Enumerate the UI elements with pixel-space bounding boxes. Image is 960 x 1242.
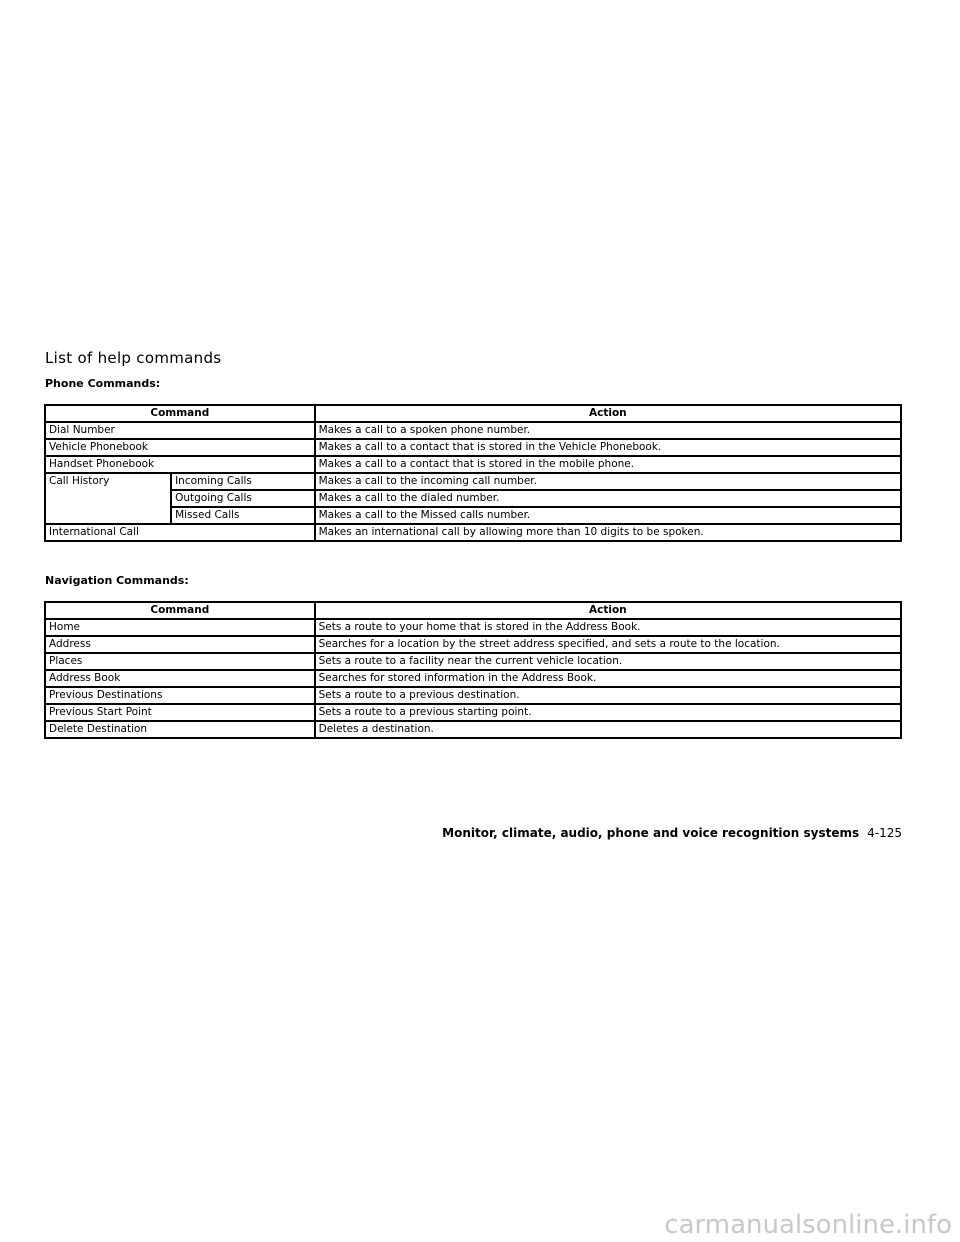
table-row	[45, 670, 901, 687]
action-header: Action	[315, 405, 901, 422]
table-row	[45, 619, 901, 636]
command-cell: Previous Start Point	[45, 704, 315, 721]
table-header-row	[45, 602, 901, 619]
action-cell: Makes a call to the incoming call number.	[315, 473, 901, 490]
action-cell: Makes a call to the dialed number.	[315, 490, 901, 507]
action-cell: Sets a route to a previous starting point.	[315, 704, 901, 721]
command-cell: International Call	[45, 524, 315, 541]
table-row	[45, 721, 901, 738]
command-cell: Delete Destination	[45, 721, 315, 738]
sub-command-cell: Missed Calls	[171, 507, 315, 524]
command-cell: Previous Destinations	[45, 687, 315, 704]
table-row	[45, 490, 901, 507]
command-header: Command	[45, 405, 315, 422]
table-row	[45, 507, 901, 524]
action-cell: Makes a call to the Missed calls number.	[315, 507, 901, 524]
page-footer	[442, 826, 902, 840]
table-row	[45, 473, 901, 490]
table-header-row	[45, 405, 901, 422]
sub-command-cell: Incoming Calls	[171, 473, 315, 490]
table-row	[45, 439, 901, 456]
command-cell: Call History	[45, 473, 171, 524]
action-cell: Sets a route to a facility near the current vehicle location.	[315, 653, 901, 670]
phone-commands-heading: Phone Commands:	[45, 377, 161, 390]
action-cell: Sets a route to a previous destination.	[315, 687, 901, 704]
command-header: Command	[45, 602, 315, 619]
command-cell: Vehicle Phonebook	[45, 439, 315, 456]
command-cell: Places	[45, 653, 315, 670]
sub-command-cell: Outgoing Calls	[171, 490, 315, 507]
command-cell: Address	[45, 636, 315, 653]
command-cell: Dial Number	[45, 422, 315, 439]
command-cell: Home	[45, 619, 315, 636]
footer-title: Monitor, climate, audio, phone and voice recognition systems	[442, 826, 860, 840]
action-cell: Sets a route to your home that is stored in the Address Book.	[315, 619, 901, 636]
action-header: Action	[315, 602, 901, 619]
table-row	[45, 704, 901, 721]
command-cell: Handset Phonebook	[45, 456, 315, 473]
command-cell: Address Book	[45, 670, 315, 687]
phone-commands-table	[44, 404, 902, 542]
navigation-commands-table	[44, 601, 902, 739]
table-row	[45, 524, 901, 541]
action-cell: Searches for a location by the street address specified, and sets a route to the location.	[315, 636, 901, 653]
table-row	[45, 687, 901, 704]
section-title: List of help commands	[45, 349, 222, 367]
navigation-commands-heading: Navigation Commands:	[45, 574, 189, 587]
table-row	[45, 456, 901, 473]
action-cell: Makes an international call by allowing more than 10 digits to be spoken.	[315, 524, 901, 541]
table-row	[45, 636, 901, 653]
watermark: carmanualsonline.info	[664, 1210, 952, 1240]
action-cell: Searches for stored information in the Address Book.	[315, 670, 901, 687]
table-row	[45, 653, 901, 670]
page-number: 4-125	[867, 826, 902, 840]
action-cell: Makes a call to a spoken phone number.	[315, 422, 901, 439]
action-cell: Makes a call to a contact that is stored in the mobile phone.	[315, 456, 901, 473]
action-cell: Makes a call to a contact that is stored in the Vehicle Phonebook.	[315, 439, 901, 456]
table-row	[45, 422, 901, 439]
action-cell: Deletes a destination.	[315, 721, 901, 738]
